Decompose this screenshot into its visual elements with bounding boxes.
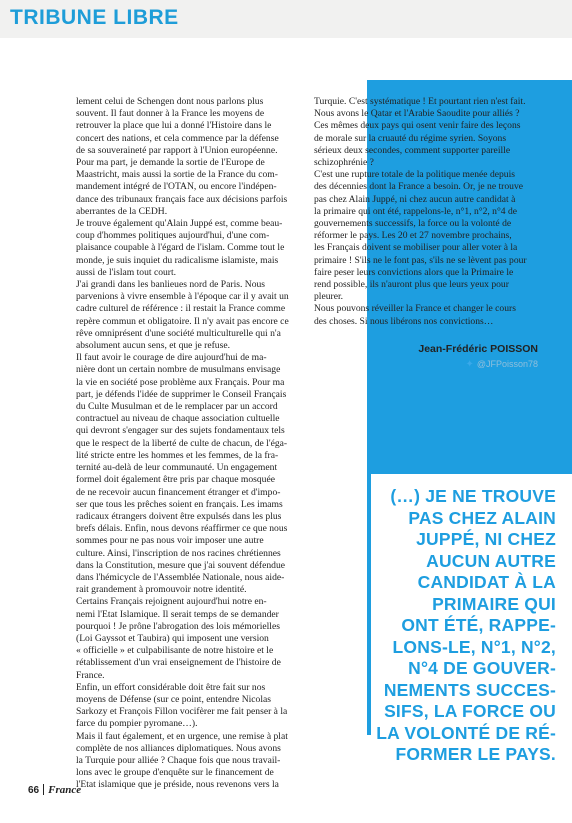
pull-quote-line: PRIMAIRE QUI <box>432 593 556 614</box>
article-line: l'Etat islamique que je préside, nous revenons vers la <box>76 779 279 791</box>
author-twitter[interactable] <box>400 359 538 370</box>
article-line: plaisance coupable à l'égard de l'islam. Comme tout le <box>76 242 285 254</box>
article-line: la Turquie pour alliée ? Chaque fois que nous travail- <box>76 754 281 766</box>
magazine-name: France <box>48 784 82 796</box>
article-line: des décennies dont la France a besoin. Or, je ne trouve <box>314 181 524 193</box>
article-line: Ces mêmes deux pays qui osent venir faire des leçons <box>314 120 521 132</box>
pull-quote-line: SIFS, LA FORCE OU <box>384 701 556 721</box>
header-bar <box>0 0 572 38</box>
article-line: Nous avons le Qatar et l'Arabie Saoudite pour alliés ? <box>314 108 520 120</box>
article-line: farce du pompier pyromane…). <box>76 718 198 730</box>
article-line: formel doit également être pris par chaque mosquée <box>76 474 275 486</box>
article-column-left <box>76 96 298 792</box>
article-line: Il faut avoir le courage de dire aujourd'hui de ma- <box>76 352 267 364</box>
article-line: ser que tous les prêches soient en français. Les imams <box>76 498 283 510</box>
article-line: mandement intégré de l'OTAN, ou encore l'indépen- <box>76 181 277 193</box>
article-line: Je trouve également qu'Alain Juppé est, comme beau- <box>76 218 283 230</box>
article-line: rait grandement à promouvoir notre identité. <box>76 584 247 596</box>
pull-quote-line: (…) JE NE TROUVE <box>390 486 556 506</box>
article-line: la vie en société pose problème aux Français. Pour ma <box>76 376 285 388</box>
article-line: rêve omniprésent d'une société multiculturelle qui n'a <box>76 327 281 339</box>
article-line: aussi de l'islam tout court. <box>76 266 177 278</box>
twitter-handle: @JFPoisson78 <box>476 359 538 369</box>
article-line: parvenions à vivre ensemble à l'époque car il y avait un <box>76 291 289 303</box>
article-line: les Français doivent se mobiliser pour aller voter à la <box>314 242 518 254</box>
article-line: monde, je suis inquiet du radicalisme islamiste, mais <box>76 254 279 266</box>
article-line: pourquoi ! Je prône l'abrogation des lois mémorielles <box>76 620 280 632</box>
article-line: C'est une rupture totale de la politique menée depuis <box>314 169 516 181</box>
pull-quote-line: AUCUN AUTRE <box>426 550 556 571</box>
article-line: Nous pouvons réveiller la France et changer le cours <box>314 303 516 315</box>
article-line: Turquie. C'est systématique ! Et pourtant rien n'est fait. <box>314 96 526 107</box>
article-line: dance des tribunaux français face aux décisions parfois <box>76 193 288 205</box>
article-line: pas chez Alain Juppé, ni chez aucun autre candidat à <box>314 193 516 205</box>
article-line: dans la Constitution, mesure que j'ai souvent défendue <box>76 559 286 571</box>
article-line: nière dont un certain nombre de musulmans envisage <box>76 364 281 376</box>
article-line: Enfin, un effort considérable doit être fait sur nos <box>76 681 266 693</box>
article-line: repère commun et obligatoire. Il n'y avait pas encore ce <box>76 315 289 327</box>
article-line: Certains Français rejoignent aujourd'hui notre en- <box>76 596 267 608</box>
pull-quote-line: FORMER LE PAYS. <box>395 744 556 764</box>
article-line: souvent. Il faut donner à la France les moyens de <box>76 108 265 120</box>
article-line: cadre culturel de référence : il restait la France comme <box>76 303 286 315</box>
article-line: radicaux étrangers doivent être expulsés dans les plus <box>76 510 282 522</box>
article-column-right <box>314 96 546 328</box>
article-line: lement celui de Schengen dont nous parlons plus <box>76 96 264 107</box>
article-line: absolument aucun sens, et que je refuse. <box>76 340 230 352</box>
article-line: que le respect de la liberté de culte de chacun, de l'éga- <box>76 437 288 449</box>
article-line: coup d'hommes politiques aujourd'hui, d'une com- <box>76 230 270 242</box>
pull-quote-line: JUPPÉ, NI CHEZ <box>416 529 556 549</box>
pull-quote-line: LA VOLONTÉ DE RÉ- <box>376 722 556 743</box>
article-line: rétablissement d'un vrai enseignement de l'histoire de <box>76 657 281 669</box>
twitter-bird-icon: ✦ <box>465 359 474 370</box>
article-line: complète de nos alliances diplomatiques. Nous avons <box>76 742 281 754</box>
article-line: de sa souveraineté par rapport à l'Union européenne. <box>76 144 278 156</box>
article-line: « officielle » et culpabilisante de notre histoire et le <box>76 645 274 657</box>
article-line: lons avec le groupe d'enquête sur le financement de <box>76 767 274 779</box>
page-number: 66 <box>28 785 40 796</box>
article-line: (Loi Gayssot et Taubira) qui imposent une version <box>76 632 269 644</box>
article-line: part, je défends l'idée de supprimer le Conseil Français <box>76 388 287 400</box>
article-line: réformer le pays. Les 20 et 27 novembre prochains, <box>314 230 512 242</box>
pull-quote-box <box>371 474 572 764</box>
article-line: lité stricte entre les hommes et les femmes, de la fra- <box>76 449 279 461</box>
article-line: Pour ma part, je demande la sortie de l'Europe de <box>76 157 265 169</box>
pull-quote-line: NEMENTS SUCCES- <box>383 679 556 700</box>
article-line: France. <box>76 669 105 681</box>
article-line: dans l'hémicycle de l'Assemblée Nationale, nous aide- <box>76 571 285 583</box>
article-line: Mais il faut également, et en urgence, une remise à plat <box>76 730 288 742</box>
article-line: culture. Ainsi, l'inscription de nos racines chrétiennes <box>76 547 281 559</box>
article-line: des choses. Si nous libérons nos convictions… <box>314 315 494 327</box>
article-line: brefs délais. Enfin, nous devons réaffirmer ce que nous <box>76 523 288 535</box>
article-line: Maastricht, mais aussi la sortie de la France du com- <box>76 169 278 181</box>
pull-quote-line: CANDIDAT À LA <box>417 572 556 592</box>
article-line: primaire ! S'ils ne le font pas, s'ils ne se lèvent pas pour <box>314 254 527 266</box>
article-line: retrouver la place que lui a donné l'Histoire dans le <box>76 120 272 132</box>
article-line: schizophrénie ? <box>314 157 374 169</box>
pull-quote-line: LONS-LE, N°1, N°2, <box>392 636 556 657</box>
article-line: rend possible, ils n'auront plus que leurs yeux pour <box>314 279 509 291</box>
author-name: Jean-Frédéric POISSON <box>418 343 538 355</box>
article-line: pleurer. <box>314 291 344 303</box>
article-line: contractuel au niveau de chaque association cultuelle <box>76 413 280 425</box>
pull-quote <box>372 486 556 766</box>
page-footer <box>28 784 81 796</box>
article-line: aberrantes de la CEDH. <box>76 205 168 217</box>
article-line: qui devront s'engager sur des sujets fondamentaux tels <box>76 425 285 437</box>
pull-quote-line: N°4 DE GOUVER- <box>408 658 556 678</box>
pull-quote-line: ONT ÉTÉ, RAPPE- <box>401 615 556 635</box>
rubric-title: TRIBUNE LIBRE <box>10 6 179 29</box>
article-line: moyens de Défense (sur ce point, entendre Nicolas <box>76 693 272 705</box>
article-line: de ne recevoir aucun financement étranger et d'impo- <box>76 486 281 498</box>
article-line: du Culte Musulman et de le remplacer par un accord <box>76 401 278 413</box>
article-line: ternité au-delà de leur communauté. Un engagement <box>76 462 278 474</box>
article-line: gouvernements successifs, la force ou la volonté de <box>314 218 512 230</box>
article-line: la primaire qui ont été, rappelons-le, n°1, n°2, n°4 de <box>314 205 518 217</box>
footer-divider <box>43 784 44 795</box>
article-line: de morale sur la cruauté du régime syrien. Soyons <box>314 132 507 144</box>
pull-quote-line: PAS CHEZ ALAIN <box>408 507 556 528</box>
article-line: sommes pour ne pas nous voir imposer une autre <box>76 535 264 547</box>
article-line: Sarkozy et François Fillon vocifèrer me fait penser à la <box>76 706 288 718</box>
article-line: sérieux deux secondes, comment supporter pareille <box>314 144 511 156</box>
article-line: faire peser leurs convictions alors que la Primaire le <box>314 266 514 278</box>
article-line: J'ai grandi dans les banlieues nord de Paris. Nous <box>76 279 266 291</box>
article-line: nemi l'Etat Islamique. Il serait temps de se demander <box>76 608 279 620</box>
article-line: concert des nations, et cela commence par la défense <box>76 132 279 144</box>
